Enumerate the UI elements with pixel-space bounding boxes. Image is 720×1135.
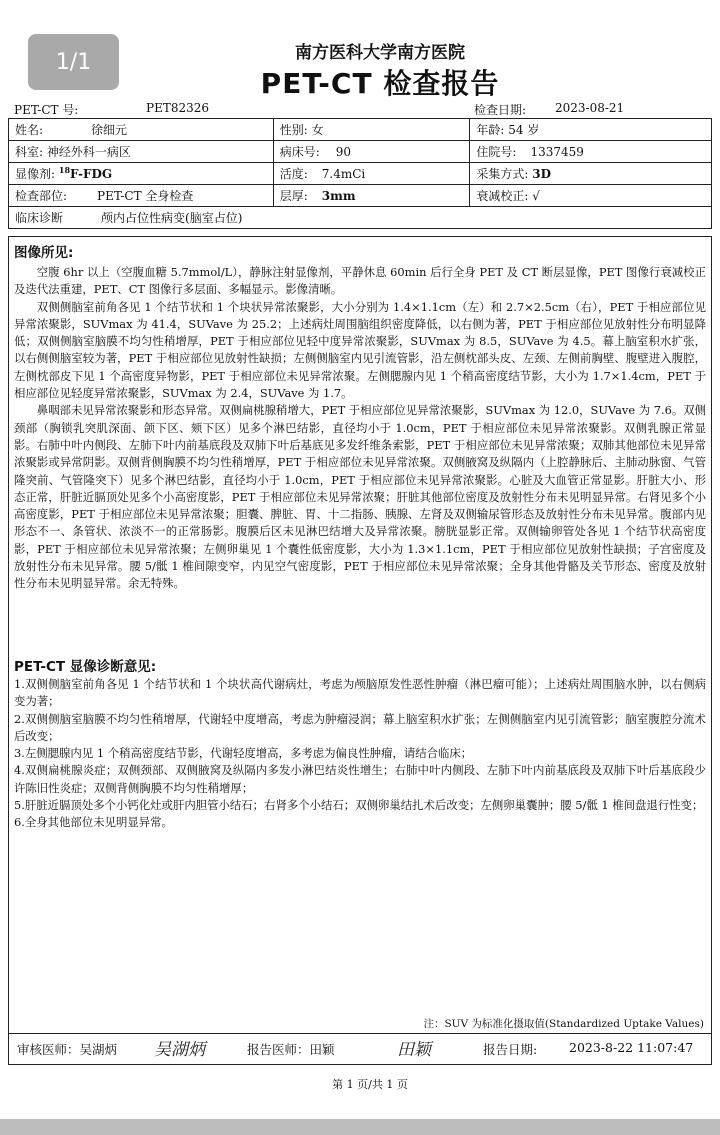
exam-date-value: 2023-08-21 xyxy=(555,101,625,115)
sex-cell xyxy=(273,119,470,141)
hospital-name: 南方医科大学南方医院 xyxy=(295,43,465,63)
department: 神经外科一病区 xyxy=(46,145,131,159)
report-date-value: 2023-8-22 11:07:47 xyxy=(569,1040,694,1055)
patient-age: 54 岁 xyxy=(508,123,540,137)
tracer-isotope: 18 xyxy=(58,165,71,175)
signature-row xyxy=(8,1032,712,1065)
admission-cell xyxy=(470,141,712,163)
reporter-signature: 田颖 xyxy=(397,1040,431,1060)
reviewer-signature: 吴湖炳 xyxy=(154,1040,205,1060)
info-row xyxy=(9,163,712,185)
findings-paragraph: 空腹 6hr 以上（空腹血糖 5.7mmol/L），静脉注射显像剂，平静休息 60min 后行全身 PET 及 CT 断层显像，PET 图像行衰减校正及迭代法重建，PET、CT 图像行多层面、多幅显示。影像清晰。 xyxy=(14,265,706,297)
exam-date-label: 检查日期: xyxy=(474,103,527,117)
petct-id-label: PET-CT 号: xyxy=(14,103,79,117)
suv-note: 注：SUV 为标准化摄取值(Standardized Uptake Values) xyxy=(423,1018,704,1030)
tracer-value: F-FDG xyxy=(70,167,113,181)
bed-cell xyxy=(273,141,470,163)
impression-item: 2.双侧侧脑室脑膜不均匀性稍增厚，代谢轻中度增高，考虑为肿瘤浸润；幕上脑室积水扩张；左侧侧脑室内见引流管影；脑室腹腔分流术后改变； xyxy=(14,711,706,743)
page-footer: 第 1 页/共 1 页 xyxy=(332,1078,408,1091)
dept-label: 科室: xyxy=(15,145,44,159)
patient-name: 徐细元 xyxy=(91,123,128,137)
atten-label: 衰减校正: xyxy=(476,189,529,203)
tracer-label: 显像剂: xyxy=(15,167,56,181)
acq-label: 采集方式: xyxy=(476,167,529,181)
page-counter-badge: 1/1 xyxy=(28,34,119,90)
reviewer-label: 审核医师：吴湖炳 xyxy=(17,1042,118,1057)
acq-value: 3D xyxy=(532,167,552,181)
clinical-cell xyxy=(9,207,712,229)
report-date-label: 报告日期: xyxy=(483,1042,538,1057)
admission-number: 1337459 xyxy=(530,145,584,159)
activity-value: 7.4mCi xyxy=(321,167,366,181)
sex-label: 性别: xyxy=(279,123,308,137)
clinical-label: 临床诊断 xyxy=(15,211,64,225)
petct-id-value: PET82326 xyxy=(146,101,210,115)
activity-label: 活度: xyxy=(279,167,308,181)
impression-item: 1.双侧侧脑室前角各见 1 个结节状和 1 个块状高代谢病灶，考虑为颅脑原发性恶性肿瘤（淋巴瘤可能）；上述病灶周围脑水肿，以右侧病变为著； xyxy=(14,677,706,709)
report-title: PET-CT 检查报告 xyxy=(260,67,500,100)
info-row xyxy=(9,185,712,207)
site-label: 检查部位: xyxy=(15,189,68,203)
impression-body xyxy=(14,676,706,832)
impression-item: 3.左侧腮腺内见 1 个稍高密度结节影，代谢轻度增高，多考虑为偏良性肿瘤，请结合临床； xyxy=(14,746,473,761)
bed-label: 病床号: xyxy=(279,145,320,159)
viewer-bottom-bar xyxy=(0,1119,720,1135)
acq-cell xyxy=(470,163,712,185)
findings-paragraph: 双侧侧脑室前角各见 1 个结节状和 1 个块状异常浓聚影，大小分别为 1.4×1.1cm（左）和 2.7×2.5cm（右），PET 于相应部位见异常浓聚影，SUVmax 为 41.4，SUVave 为 25.2；上述病灶周围脑组织密度降低，以右侧为著，PET 于相应部位见放射性分布明显降低；双侧侧脑室脑膜不均匀性稍增厚，PET 于相应部位见轻中度异常浓聚影，SUVmax 为 8.5，SUVave 为 4.5。幕上脑室积水扩张，以右侧侧脑室较为著，PET 于相应部位见放射性缺损；左侧侧脑室内见引流管影，沿左侧枕部头皮、左颈、左侧前胸壁、腹壁进入腹腔，左侧枕部皮下见 1 个高密度异物影，PET 于相应部位未见异常浓聚。左侧腮腺内见 1 个稍高密度结节影，大小为 1.7×1.4cm，PET 于相应部位见轻度异常浓聚影，SUVmax 为 2.4，SUVave 为 1.7。 xyxy=(14,299,706,401)
info-row xyxy=(9,141,712,163)
name-cell xyxy=(9,119,274,141)
slice-value: 3mm xyxy=(321,189,356,203)
name-label: 姓名: xyxy=(15,123,44,137)
age-label: 年龄: xyxy=(476,123,505,137)
age-cell xyxy=(470,119,712,141)
report-meta-row xyxy=(14,100,706,118)
exam-site: PET-CT 全身检查 xyxy=(97,189,194,203)
reporter-label: 报告医师：田颖 xyxy=(247,1042,335,1057)
impression-item: 6.全身其他部位未见明显异常。 xyxy=(14,815,173,830)
patient-sex: 女 xyxy=(311,123,324,137)
activity-cell xyxy=(273,163,470,185)
info-row xyxy=(9,119,712,141)
info-row xyxy=(9,207,712,229)
site-cell xyxy=(9,185,274,207)
slice-label: 层厚: xyxy=(279,189,308,203)
clinical-diagnosis: 颅内占位性病变(脑室占位) xyxy=(101,211,243,225)
slice-cell xyxy=(273,185,470,207)
impression-title: PET-CT 显像诊断意见: xyxy=(14,659,157,675)
findings-body xyxy=(14,264,706,593)
impression-item: 4.双侧扁桃腺炎症；双侧颈部、双侧腋窝及纵隔内多发小淋巴结炎性增生；右肺中叶内侧段、左肺下叶内前基底段及双肺下叶后基底段少许陈旧性炎症；双侧背侧胸膜不均匀性稍增厚； xyxy=(14,763,706,795)
patient-info-table xyxy=(8,118,712,229)
findings-paragraph: 鼻咽部未见异常浓聚影和形态异常。双侧扁桃腺稍增大，PET 于相应部位见异常浓聚影，SUVmax 为 12.0，SUVave 为 7.6。双侧颈部（胸锁乳突肌深面、颌下区、颏下区）见多个淋巴结影，直径均小于 1.0cm，PET 于相应部位未见异常浓聚影。双侧乳腺正常显影。右肺中叶内侧段、左肺下叶内前基底段及双肺下叶后基底见多发纤维条索影，PET 于相应部位未见异常浓聚；双肺其他部位未见异常浓聚影或异常阴影。双侧背侧胸膜不均匀性稍增厚，PET 于相应部位未见异常浓聚。双侧腋窝及纵隔内（上腔静脉后、主肺动脉窗、气管隆突前、气管隆突下）见多个淋巴结影，直径均小于 1.0cm，PET 于相应部位未见异常浓聚影。心脏及大血管正常显影。肝脏大小、形态正常，肝脏近膈顶处见多个小高密度影，PET 于相应部位未见异常浓聚；肝脏其他部位密度及放射性分布未见明显异常。右肾见多个小高密度影，PET 于相应部位未见异常浓聚；胆囊、脾脏、胃、十二指肠、胰腺、左肾及双侧输尿管形态及放射性分布未见异常。腹部内见形态不一、条管状、浓淡不一的正常肠影。腹膜后区未见淋巴结增大及异常浓聚。膀胱显影正常。双侧输卵管处各见 1 个结节状高密度影，PET 于相应部位未见异常浓聚；左侧卵巢见 1 个囊性低密度影，大小为 1.3×1.1cm，PET 于相应部位见放射性缺损；子宫密度及放射性分布未见异常。腰 5/骶 1 椎间隙变窄，内见空气密度影，PET 于相应部位未见异常浓聚；全身其他骨骼及关节形态、密度及放射性分布未见明显异常。余无特殊。 xyxy=(14,403,706,591)
dept-cell xyxy=(9,141,274,163)
impression-item: 5.肝脏近膈顶处多个小钙化灶或肝内胆管小结石；右肾多个小结石；双侧卵巢结扎术后改变；左侧卵巢囊肿；腰 5/骶 1 椎间盘退行性变； xyxy=(14,798,704,813)
tracer-cell xyxy=(9,163,274,185)
bed-number: 90 xyxy=(335,145,352,159)
admission-label: 住院号: xyxy=(476,145,517,159)
atten-check-icon: √ xyxy=(532,189,540,203)
findings-title: 图像所见: xyxy=(14,245,74,261)
atten-cell xyxy=(470,185,712,207)
